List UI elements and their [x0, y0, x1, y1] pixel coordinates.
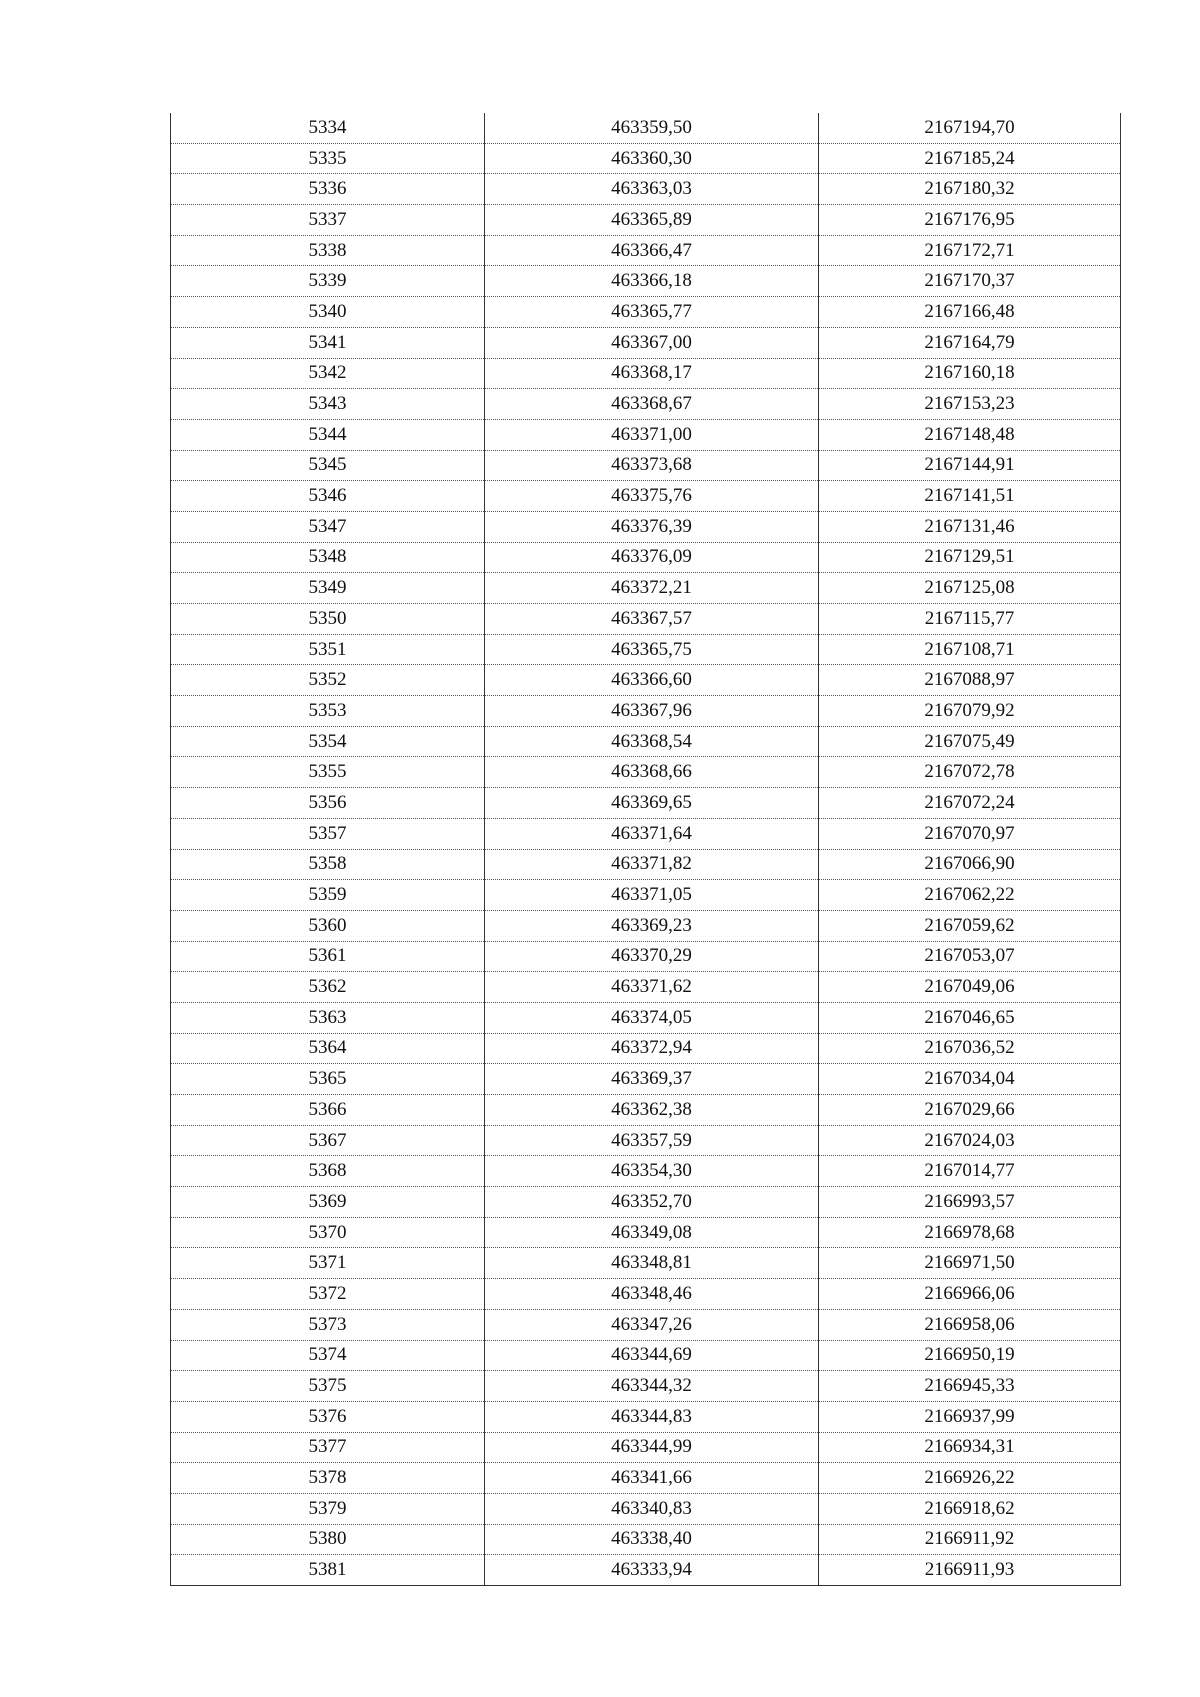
point-number-cell: 5346: [171, 481, 485, 512]
point-number-cell: 5372: [171, 1279, 485, 1310]
x-coordinate-cell: 463372,94: [485, 1033, 819, 1064]
table-row: [171, 1555, 1121, 1586]
table-row: [171, 696, 1121, 727]
table-row: [171, 972, 1121, 1003]
y-coordinate-cell: 2167148,48: [819, 419, 1121, 450]
x-coordinate-cell: 463357,59: [485, 1125, 819, 1156]
y-coordinate-cell: 2167194,70: [819, 113, 1121, 143]
table-row: [171, 757, 1121, 788]
y-coordinate-cell: 2167144,91: [819, 450, 1121, 481]
table-row: [171, 1217, 1121, 1248]
point-number-cell: 5366: [171, 1095, 485, 1126]
x-coordinate-cell: 463370,29: [485, 941, 819, 972]
y-coordinate-cell: 2166945,33: [819, 1371, 1121, 1402]
table-row: [171, 174, 1121, 205]
x-coordinate-cell: 463367,96: [485, 696, 819, 727]
y-coordinate-cell: 2167036,52: [819, 1033, 1121, 1064]
table-row: [171, 1125, 1121, 1156]
y-coordinate-cell: 2167180,32: [819, 174, 1121, 205]
x-coordinate-cell: 463365,75: [485, 634, 819, 665]
y-coordinate-cell: 2166918,62: [819, 1493, 1121, 1524]
point-number-cell: 5354: [171, 726, 485, 757]
y-coordinate-cell: 2166978,68: [819, 1217, 1121, 1248]
x-coordinate-cell: 463371,82: [485, 849, 819, 880]
y-coordinate-cell: 2167125,08: [819, 573, 1121, 604]
x-coordinate-cell: 463340,83: [485, 1493, 819, 1524]
point-number-cell: 5361: [171, 941, 485, 972]
x-coordinate-cell: 463344,32: [485, 1371, 819, 1402]
y-coordinate-cell: 2166966,06: [819, 1279, 1121, 1310]
point-number-cell: 5335: [171, 143, 485, 174]
point-number-cell: 5351: [171, 634, 485, 665]
table-row: [171, 1309, 1121, 1340]
point-number-cell: 5367: [171, 1125, 485, 1156]
y-coordinate-cell: 2167079,92: [819, 696, 1121, 727]
point-number-cell: 5336: [171, 174, 485, 205]
table-row: [171, 726, 1121, 757]
x-coordinate-cell: 463371,62: [485, 972, 819, 1003]
y-coordinate-cell: 2166934,31: [819, 1432, 1121, 1463]
point-number-cell: 5360: [171, 910, 485, 941]
table-row: [171, 389, 1121, 420]
table-row: [171, 1064, 1121, 1095]
point-number-cell: 5358: [171, 849, 485, 880]
table-row: [171, 1248, 1121, 1279]
point-number-cell: 5363: [171, 1002, 485, 1033]
point-number-cell: 5368: [171, 1156, 485, 1187]
x-coordinate-cell: 463375,76: [485, 481, 819, 512]
point-number-cell: 5371: [171, 1248, 485, 1279]
point-number-cell: 5369: [171, 1187, 485, 1218]
y-coordinate-cell: 2166911,92: [819, 1524, 1121, 1555]
table-row: [171, 941, 1121, 972]
y-coordinate-cell: 2167034,04: [819, 1064, 1121, 1095]
y-coordinate-cell: 2166950,19: [819, 1340, 1121, 1371]
point-number-cell: 5353: [171, 696, 485, 727]
y-coordinate-cell: 2167029,66: [819, 1095, 1121, 1126]
y-coordinate-cell: 2167164,79: [819, 327, 1121, 358]
table-row: [171, 266, 1121, 297]
point-number-cell: 5373: [171, 1309, 485, 1340]
table-row: [171, 1156, 1121, 1187]
point-number-cell: 5350: [171, 604, 485, 635]
y-coordinate-cell: 2167170,37: [819, 266, 1121, 297]
y-coordinate-cell: 2166958,06: [819, 1309, 1121, 1340]
x-coordinate-cell: 463376,39: [485, 511, 819, 542]
y-coordinate-cell: 2167059,62: [819, 910, 1121, 941]
coordinates-table-body: [171, 113, 1121, 1586]
y-coordinate-cell: 2167129,51: [819, 542, 1121, 573]
point-number-cell: 5348: [171, 542, 485, 573]
table-row: [171, 788, 1121, 819]
x-coordinate-cell: 463344,99: [485, 1432, 819, 1463]
point-number-cell: 5374: [171, 1340, 485, 1371]
x-coordinate-cell: 463368,67: [485, 389, 819, 420]
x-coordinate-cell: 463366,18: [485, 266, 819, 297]
y-coordinate-cell: 2167072,24: [819, 788, 1121, 819]
table-row: [171, 235, 1121, 266]
y-coordinate-cell: 2167046,65: [819, 1002, 1121, 1033]
y-coordinate-cell: 2166937,99: [819, 1401, 1121, 1432]
x-coordinate-cell: 463371,64: [485, 818, 819, 849]
table-row: [171, 1033, 1121, 1064]
x-coordinate-cell: 463368,66: [485, 757, 819, 788]
y-coordinate-cell: 2166971,50: [819, 1248, 1121, 1279]
x-coordinate-cell: 463368,54: [485, 726, 819, 757]
y-coordinate-cell: 2167166,48: [819, 297, 1121, 328]
x-coordinate-cell: 463376,09: [485, 542, 819, 573]
y-coordinate-cell: 2167108,71: [819, 634, 1121, 665]
y-coordinate-cell: 2167066,90: [819, 849, 1121, 880]
x-coordinate-cell: 463371,05: [485, 880, 819, 911]
x-coordinate-cell: 463367,00: [485, 327, 819, 358]
point-number-cell: 5356: [171, 788, 485, 819]
y-coordinate-cell: 2167024,03: [819, 1125, 1121, 1156]
y-coordinate-cell: 2167062,22: [819, 880, 1121, 911]
point-number-cell: 5344: [171, 419, 485, 450]
y-coordinate-cell: 2167160,18: [819, 358, 1121, 389]
point-number-cell: 5340: [171, 297, 485, 328]
point-number-cell: 5365: [171, 1064, 485, 1095]
table-row: [171, 1493, 1121, 1524]
point-number-cell: 5381: [171, 1555, 485, 1586]
table-row: [171, 450, 1121, 481]
table-row: [171, 419, 1121, 450]
point-number-cell: 5349: [171, 573, 485, 604]
x-coordinate-cell: 463365,77: [485, 297, 819, 328]
x-coordinate-cell: 463369,23: [485, 910, 819, 941]
y-coordinate-cell: 2167088,97: [819, 665, 1121, 696]
y-coordinate-cell: 2167131,46: [819, 511, 1121, 542]
x-coordinate-cell: 463354,30: [485, 1156, 819, 1187]
point-number-cell: 5380: [171, 1524, 485, 1555]
point-number-cell: 5375: [171, 1371, 485, 1402]
point-number-cell: 5378: [171, 1463, 485, 1494]
point-number-cell: 5357: [171, 818, 485, 849]
table-row: [171, 511, 1121, 542]
point-number-cell: 5343: [171, 389, 485, 420]
y-coordinate-cell: 2166911,93: [819, 1555, 1121, 1586]
x-coordinate-cell: 463366,60: [485, 665, 819, 696]
y-coordinate-cell: 2167185,24: [819, 143, 1121, 174]
table-row: [171, 634, 1121, 665]
point-number-cell: 5338: [171, 235, 485, 266]
x-coordinate-cell: 463362,38: [485, 1095, 819, 1126]
x-coordinate-cell: 463369,65: [485, 788, 819, 819]
table-row: [171, 1401, 1121, 1432]
y-coordinate-cell: 2167070,97: [819, 818, 1121, 849]
x-coordinate-cell: 463366,47: [485, 235, 819, 266]
point-number-cell: 5379: [171, 1493, 485, 1524]
y-coordinate-cell: 2167153,23: [819, 389, 1121, 420]
x-coordinate-cell: 463352,70: [485, 1187, 819, 1218]
y-coordinate-cell: 2167014,77: [819, 1156, 1121, 1187]
table-row: [171, 1340, 1121, 1371]
y-coordinate-cell: 2167072,78: [819, 757, 1121, 788]
point-number-cell: 5334: [171, 113, 485, 143]
point-number-cell: 5352: [171, 665, 485, 696]
x-coordinate-cell: 463333,94: [485, 1555, 819, 1586]
table-row: [171, 1463, 1121, 1494]
point-number-cell: 5345: [171, 450, 485, 481]
y-coordinate-cell: 2167172,71: [819, 235, 1121, 266]
x-coordinate-cell: 463371,00: [485, 419, 819, 450]
coordinates-table: [170, 113, 1121, 1586]
table-row: [171, 665, 1121, 696]
y-coordinate-cell: 2167049,06: [819, 972, 1121, 1003]
x-coordinate-cell: 463344,83: [485, 1401, 819, 1432]
table-row: [171, 143, 1121, 174]
table-row: [171, 1187, 1121, 1218]
point-number-cell: 5347: [171, 511, 485, 542]
x-coordinate-cell: 463347,26: [485, 1309, 819, 1340]
point-number-cell: 5377: [171, 1432, 485, 1463]
table-row: [171, 1371, 1121, 1402]
table-row: [171, 1095, 1121, 1126]
table-row: [171, 604, 1121, 635]
x-coordinate-cell: 463359,50: [485, 113, 819, 143]
x-coordinate-cell: 463349,08: [485, 1217, 819, 1248]
x-coordinate-cell: 463360,30: [485, 143, 819, 174]
y-coordinate-cell: 2167053,07: [819, 941, 1121, 972]
point-number-cell: 5359: [171, 880, 485, 911]
table-row: [171, 327, 1121, 358]
point-number-cell: 5337: [171, 205, 485, 236]
x-coordinate-cell: 463368,17: [485, 358, 819, 389]
point-number-cell: 5370: [171, 1217, 485, 1248]
table-row: [171, 1279, 1121, 1310]
x-coordinate-cell: 463344,69: [485, 1340, 819, 1371]
point-number-cell: 5362: [171, 972, 485, 1003]
table-row: [171, 573, 1121, 604]
x-coordinate-cell: 463338,40: [485, 1524, 819, 1555]
y-coordinate-cell: 2167176,95: [819, 205, 1121, 236]
x-coordinate-cell: 463348,81: [485, 1248, 819, 1279]
point-number-cell: 5339: [171, 266, 485, 297]
table-row: [171, 113, 1121, 143]
point-number-cell: 5364: [171, 1033, 485, 1064]
y-coordinate-cell: 2167115,77: [819, 604, 1121, 635]
x-coordinate-cell: 463365,89: [485, 205, 819, 236]
y-coordinate-cell: 2167141,51: [819, 481, 1121, 512]
y-coordinate-cell: 2167075,49: [819, 726, 1121, 757]
x-coordinate-cell: 463372,21: [485, 573, 819, 604]
table-row: [171, 1432, 1121, 1463]
table-row: [171, 849, 1121, 880]
x-coordinate-cell: 463369,37: [485, 1064, 819, 1095]
table-row: [171, 542, 1121, 573]
x-coordinate-cell: 463348,46: [485, 1279, 819, 1310]
point-number-cell: 5376: [171, 1401, 485, 1432]
table-row: [171, 1524, 1121, 1555]
y-coordinate-cell: 2166993,57: [819, 1187, 1121, 1218]
table-row: [171, 880, 1121, 911]
table-row: [171, 818, 1121, 849]
table-row: [171, 1002, 1121, 1033]
y-coordinate-cell: 2166926,22: [819, 1463, 1121, 1494]
table-row: [171, 481, 1121, 512]
x-coordinate-cell: 463373,68: [485, 450, 819, 481]
x-coordinate-cell: 463374,05: [485, 1002, 819, 1033]
table-row: [171, 297, 1121, 328]
x-coordinate-cell: 463367,57: [485, 604, 819, 635]
point-number-cell: 5342: [171, 358, 485, 389]
x-coordinate-cell: 463363,03: [485, 174, 819, 205]
table-row: [171, 205, 1121, 236]
point-number-cell: 5355: [171, 757, 485, 788]
x-coordinate-cell: 463341,66: [485, 1463, 819, 1494]
table-row: [171, 910, 1121, 941]
point-number-cell: 5341: [171, 327, 485, 358]
table-row: [171, 358, 1121, 389]
